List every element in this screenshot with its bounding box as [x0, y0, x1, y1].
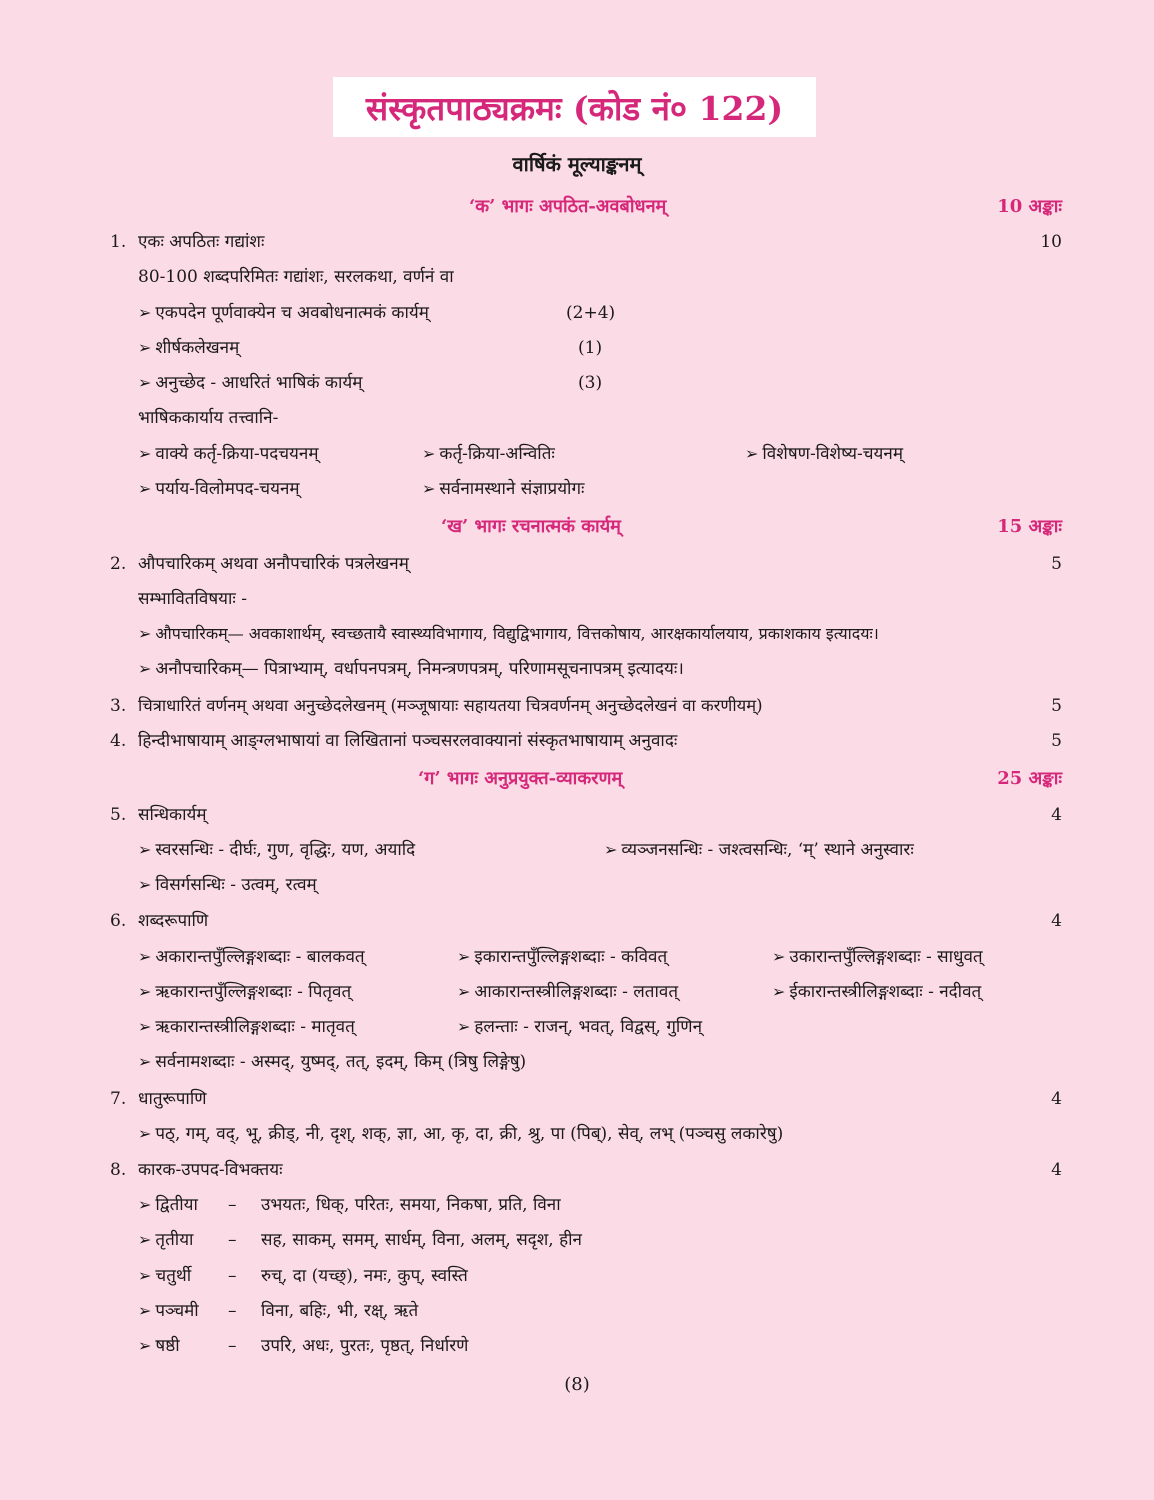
section-kha-heading: ‘ख’ भागः रचनात्मकं कार्यम्: [441, 516, 621, 537]
arrow-bullet-icon: ➢: [138, 947, 152, 966]
list-item: ➢ षष्ठी: [138, 1336, 180, 1356]
list-item: ➢ विसर्गसन्धिः - उत्वम्, रत्वम्: [138, 875, 317, 895]
list-item: ➢ औपचारिकम्— अवकाशार्थम्, स्वच्छतायै स्वास्थ्यविभागाय, विद्युद्विभागाय, वित्तकोषाय, आरक्षकार्यालयाय, प्रकाशकाय इत्यादयः।: [138, 624, 879, 643]
title-box: [333, 77, 816, 137]
list-item: ➢ सर्वनामस्थाने संज्ञाप्रयोगः: [422, 479, 585, 499]
list-item: ➢ आकारान्तस्त्रीलिङ्गशब्दाः - लतावत्: [457, 982, 679, 1002]
arrow-bullet-icon: ➢: [138, 444, 152, 463]
q3-text: चित्राधारितं वर्णनम् अथवा अनुच्छेदलेखनम् (मञ्जूषायाः सहायतया चित्रवर्णनम् अनुच्छेदलेखनं वा करणीयम्): [138, 696, 763, 715]
arrow-bullet-icon: ➢: [772, 982, 786, 1001]
list-item: ➢ एकपदेन पूर्णवाक्येन च अवबोधनात्मकं कार्यम्: [138, 303, 429, 323]
list-item: ➢ अकारान्तपुँल्लिङ्गशब्दाः - बालकवत्: [138, 947, 365, 967]
q5-marks: 4: [1051, 805, 1062, 825]
section-ka-heading: ‘क’ भागः अपठित-अवबोधनम्: [469, 196, 667, 217]
list-item: ➢ ऋकारान्तस्त्रीलिङ्गशब्दाः - मातृवत्: [138, 1017, 355, 1037]
q4-text: हिन्दीभाषायाम् आङ्ग्लभाषायां वा लिखितानां पञ्चसरलवाक्यानां संस्कृतभाषायाम् अनुवादः: [138, 731, 678, 751]
case-dash: –: [228, 1195, 237, 1215]
arrow-bullet-icon: ➢: [138, 840, 152, 859]
q8-marks: 4: [1051, 1160, 1062, 1180]
list-item: ➢ कर्तृ-क्रिया-अन्वितिः: [422, 444, 555, 464]
arrow-bullet-icon: ➢: [138, 875, 152, 894]
q5-text: सन्धिकार्यम्: [138, 805, 207, 825]
item-marks: (3): [578, 373, 603, 393]
list-item: ➢ चतुर्थी: [138, 1266, 192, 1286]
case-words: उपरि, अधः, पुरतः, पृष्ठत्, निर्धारणे: [261, 1336, 469, 1356]
list-item: ➢ पठ्, गम्, वद्, भू, क्रीड्, नी, दृश्, शक्, ज्ञा, आ, कृ, दा, क्री, श्रु, पा (पिब्), सेव्, लभ् (पञ्चसु लकारेषु): [138, 1124, 784, 1144]
case-words: रुच्, दा (यच्छ्), नमः, कुप्, स्वस्ति: [261, 1266, 468, 1286]
q1-marks: 10: [1040, 232, 1062, 252]
q4-number: 4.: [110, 731, 127, 751]
list-item: ➢ इकारान्तपुँल्लिङ्गशब्दाः - कविवत्: [457, 947, 668, 967]
q7-marks: 4: [1051, 1089, 1062, 1109]
q5-number: 5.: [110, 805, 127, 825]
list-item: ➢ पञ्चमी: [138, 1301, 199, 1321]
page-title: संस्कृतपाठ्यक्रमः (कोड नं० 122): [365, 88, 784, 128]
q2-number: 2.: [110, 554, 127, 574]
arrow-bullet-icon: ➢: [138, 1336, 152, 1355]
arrow-bullet-icon: ➢: [138, 373, 152, 392]
q6-marks: 4: [1051, 911, 1062, 931]
case-dash: –: [228, 1301, 237, 1321]
arrow-bullet-icon: ➢: [138, 1124, 152, 1143]
arrow-bullet-icon: ➢: [422, 479, 436, 498]
page-number: (8): [564, 1374, 590, 1395]
arrow-bullet-icon: ➢: [138, 303, 152, 322]
section-kha-marks: 15 अङ्काः: [997, 516, 1062, 537]
section-ga-marks: 25 अङ्काः: [997, 768, 1062, 789]
subtitle: वार्षिकं मूल्याङ्कनम्: [512, 152, 642, 176]
list-item: ➢ अनुच्छेद - आधरितं भाषिकं कार्यम्: [138, 373, 363, 393]
list-item: ➢ ऋकारान्तपुँल्लिङ्गशब्दाः - पितृवत्: [138, 982, 352, 1002]
topics-label: सम्भावितविषयाः -: [138, 589, 248, 609]
arrow-bullet-icon: ➢: [138, 1266, 152, 1285]
q3-marks: 5: [1051, 696, 1062, 716]
arrow-bullet-icon: ➢: [745, 444, 759, 463]
item-marks: (2+4): [566, 303, 616, 323]
case-words: उभयतः, धिक्, परितः, समया, निकषा, प्रति, विना: [261, 1195, 561, 1215]
q3-number: 3.: [110, 696, 127, 716]
elements-label: भाषिककार्याय तत्त्वानि-: [138, 408, 279, 428]
list-item: ➢ स्वरसन्धिः - दीर्घः, गुण, वृद्धिः, यण, अयादि: [138, 840, 416, 860]
arrow-bullet-icon: ➢: [138, 982, 152, 1001]
list-item: ➢ वाक्ये कर्तृ-क्रिया-पदचयनम्: [138, 444, 319, 464]
case-dash: –: [228, 1230, 237, 1250]
q1-text: एकः अपठितः गद्यांशः: [138, 232, 265, 252]
arrow-bullet-icon: ➢: [604, 840, 618, 859]
arrow-bullet-icon: ➢: [138, 479, 152, 498]
list-item: ➢ तृतीया: [138, 1230, 194, 1250]
q2-marks: 5: [1051, 554, 1062, 574]
arrow-bullet-icon: ➢: [422, 444, 436, 463]
arrow-bullet-icon: ➢: [457, 1017, 471, 1036]
arrow-bullet-icon: ➢: [138, 1301, 152, 1320]
list-item: ➢ द्वितीया: [138, 1195, 198, 1215]
list-item: ➢ हलन्ताः - राजन्, भवत्, विद्वस्, गुणिन्: [457, 1017, 703, 1037]
list-item: ➢ विशेषण-विशेष्य-चयनम्: [745, 444, 903, 464]
case-words: सह, साकम्, समम्, सार्धम्, विना, अलम्, सदृश, हीन: [261, 1230, 582, 1250]
arrow-bullet-icon: ➢: [457, 947, 471, 966]
list-item: ➢ पर्याय-विलोमपद-चयनम्: [138, 479, 300, 499]
arrow-bullet-icon: ➢: [138, 659, 152, 678]
arrow-bullet-icon: ➢: [772, 947, 786, 966]
list-item: ➢ उकारान्तपुँल्लिङ्गशब्दाः - साधुवत्: [772, 947, 983, 967]
q6-text: शब्दरूपाणि: [138, 911, 209, 931]
arrow-bullet-icon: ➢: [138, 624, 152, 643]
q4-marks: 5: [1051, 731, 1062, 751]
arrow-bullet-icon: ➢: [138, 1052, 152, 1071]
q8-number: 8.: [110, 1160, 127, 1180]
arrow-bullet-icon: ➢: [138, 1017, 152, 1036]
case-dash: –: [228, 1266, 237, 1286]
list-item: ➢ शीर्षकलेखनम्: [138, 338, 240, 358]
q2-text: औपचारिकम् अथवा अनौपचारिकं पत्रलेखनम्: [138, 554, 409, 574]
q7-text: धातुरूपाणि: [138, 1089, 207, 1109]
case-dash: –: [228, 1336, 237, 1356]
case-words: विना, बहिः, भी, रक्ष्, ऋते: [261, 1301, 419, 1321]
item-marks: (1): [578, 338, 603, 358]
section-ga-heading: ‘ग’ भागः अनुप्रयुक्त-व्याकरणम्: [418, 768, 623, 789]
arrow-bullet-icon: ➢: [138, 1195, 152, 1214]
arrow-bullet-icon: ➢: [457, 982, 471, 1001]
list-item: ➢ व्यञ्जनसन्धिः - जश्त्वसन्धिः, ‘म्’ स्थाने अनुस्वारः: [604, 840, 914, 860]
list-item: ➢ सर्वनामशब्दाः - अस्मद्, युष्मद्, तत्, इदम्, किम् (त्रिषु लिङ्गेषु): [138, 1052, 527, 1072]
list-item: ➢ ईकारान्तस्त्रीलिङ्गशब्दाः - नदीवत्: [772, 982, 982, 1002]
q8-text: कारक-उपपद-विभक्तयः: [138, 1160, 283, 1180]
q6-number: 6.: [110, 911, 127, 931]
q7-number: 7.: [110, 1089, 127, 1109]
list-item: ➢ अनौपचारिकम्— पित्राभ्याम्, वर्धापनपत्रम्, निमन्त्रणपत्रम्, परिणामसूचनापत्रम् इत्यादयः।: [138, 659, 684, 679]
arrow-bullet-icon: ➢: [138, 1230, 152, 1249]
q1-description: 80-100 शब्दपरिमितः गद्यांशः, सरलकथा, वर्णनं वा: [138, 267, 454, 287]
q1-number: 1.: [110, 232, 127, 252]
section-ka-marks: 10 अङ्काः: [997, 196, 1062, 217]
arrow-bullet-icon: ➢: [138, 338, 152, 357]
